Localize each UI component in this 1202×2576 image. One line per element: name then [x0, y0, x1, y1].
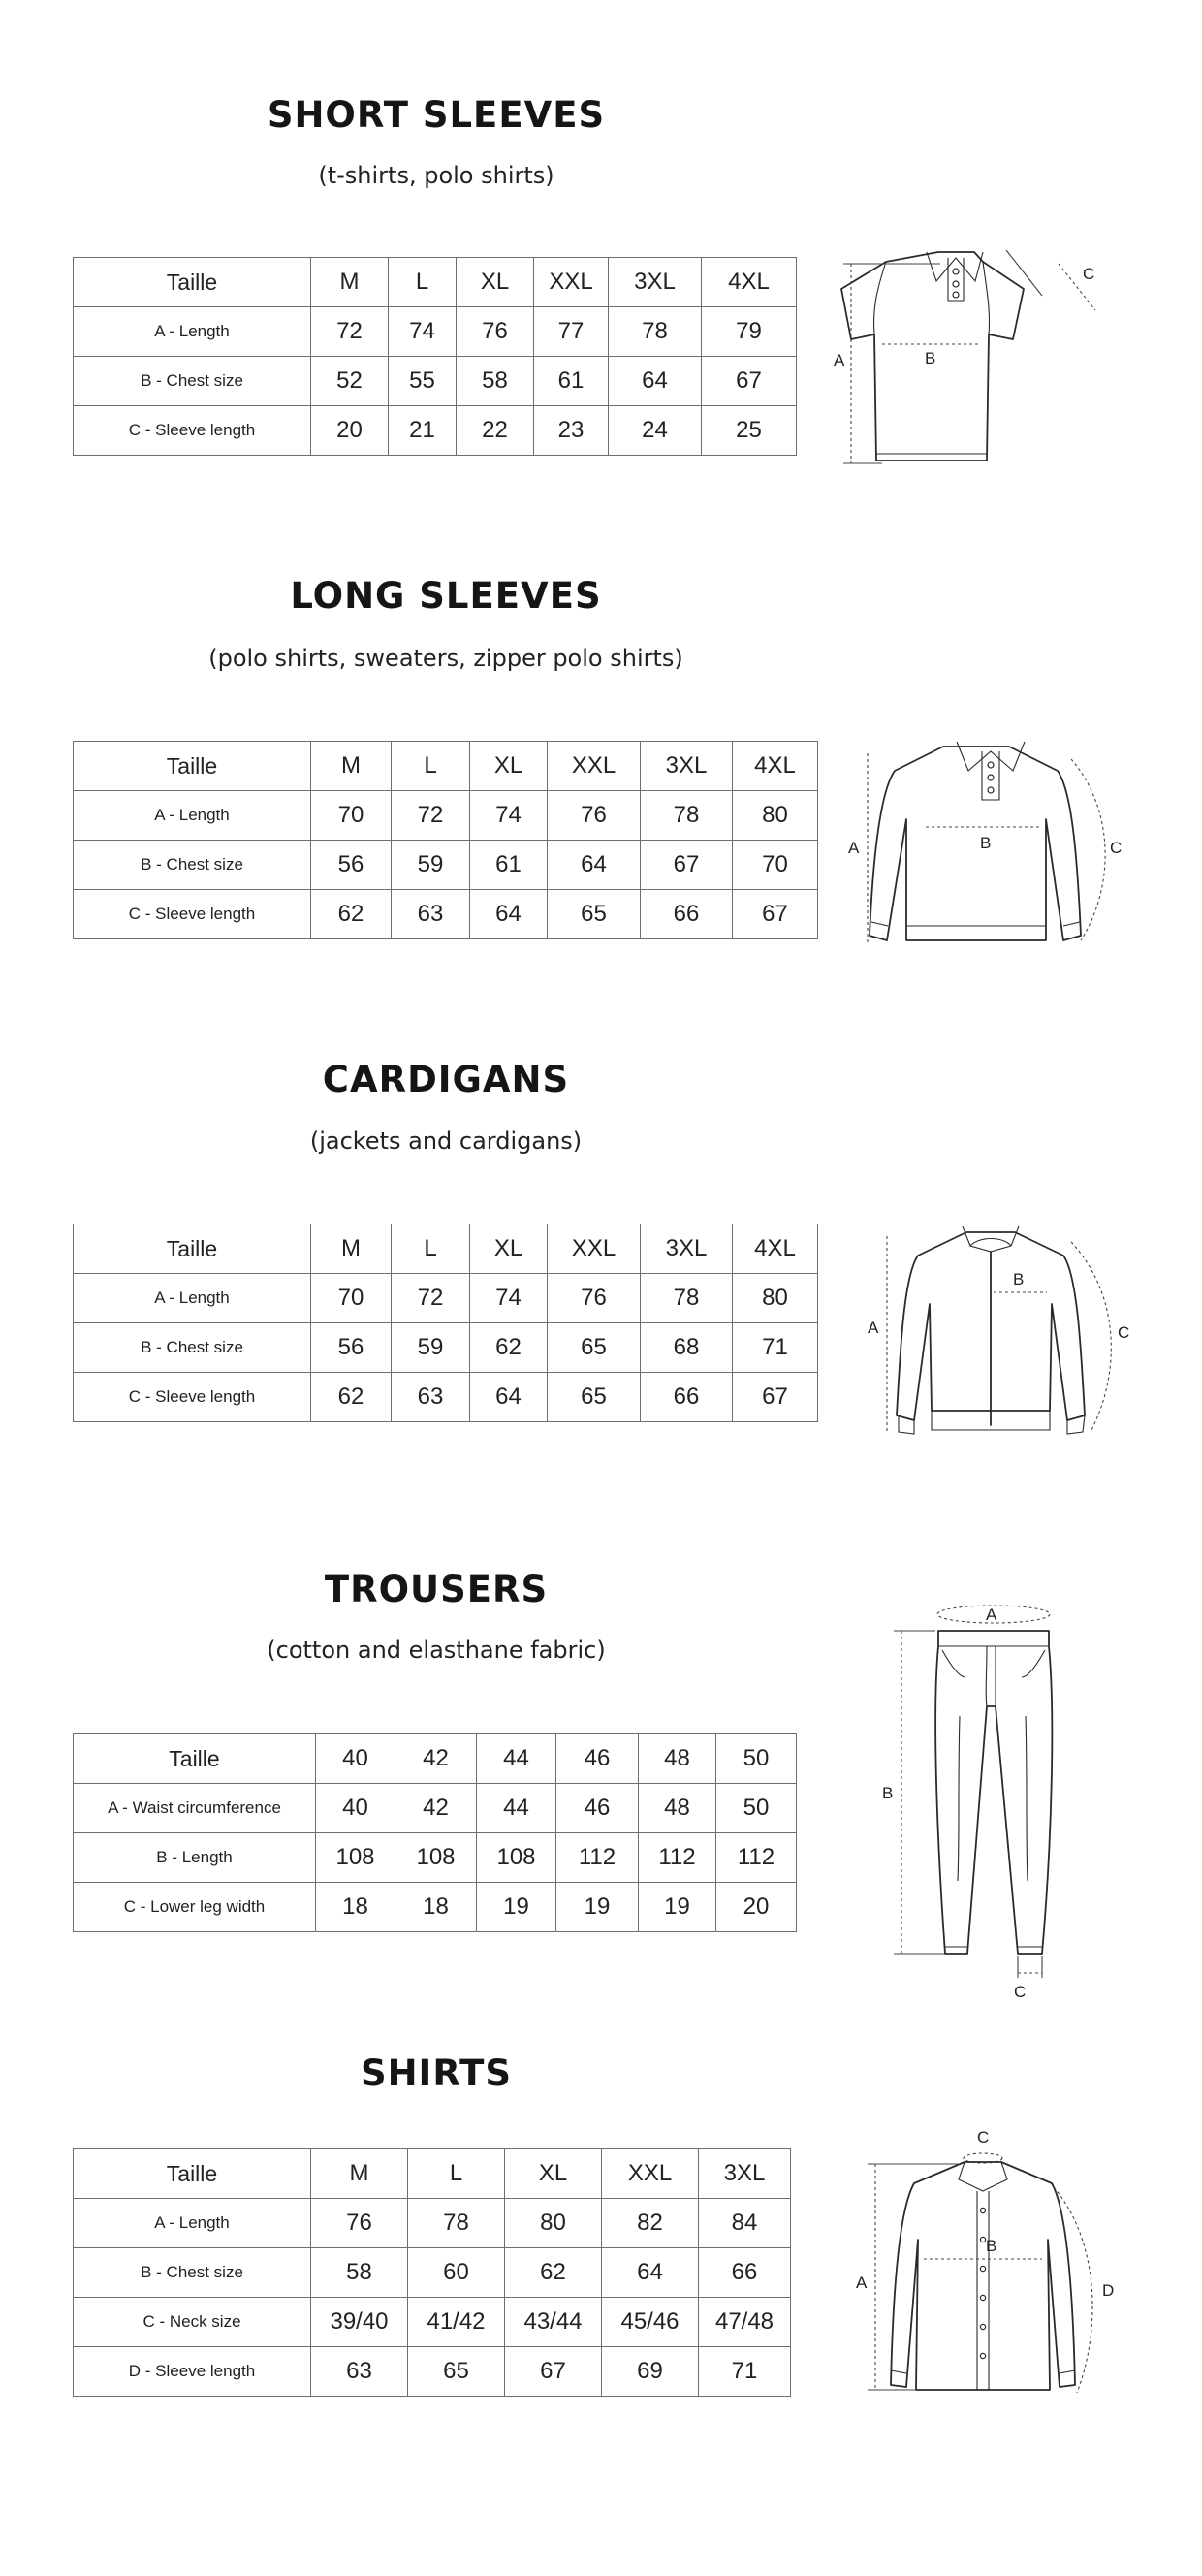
dimension-label: A: [848, 839, 860, 857]
table-cell: 74: [389, 307, 457, 357]
header-cell: Taille: [74, 742, 311, 791]
dimension-label: B: [1013, 1270, 1025, 1288]
size-table: [73, 741, 818, 939]
dimension-label: A: [856, 2274, 868, 2292]
header-cell: 3XL: [699, 2149, 791, 2199]
table-row: [74, 1323, 818, 1373]
table-row: [74, 2248, 791, 2298]
dimension-label: A: [868, 1319, 879, 1337]
table-cell: 78: [609, 307, 702, 357]
row-label: B - Chest size: [74, 841, 311, 890]
table-cell: 66: [641, 1373, 733, 1422]
table-cell: 47/48: [699, 2298, 791, 2347]
dimension-label: A: [986, 1606, 997, 1624]
table-cell: 63: [311, 2347, 408, 2397]
header-cell: M: [311, 1224, 392, 1274]
row-label: A - Length: [74, 1274, 311, 1323]
dimension-label: A: [834, 351, 845, 369]
table-cell: 39/40: [311, 2298, 408, 2347]
table-row: [74, 2298, 791, 2347]
header-cell: 3XL: [609, 258, 702, 307]
table-row: [74, 791, 818, 841]
table-cell: 19: [556, 1883, 639, 1932]
row-label: C - Lower leg width: [74, 1883, 316, 1932]
table-cell: 63: [392, 890, 470, 939]
row-label: A - Length: [74, 791, 311, 841]
table-cell: 64: [602, 2248, 699, 2298]
header-cell: 3XL: [641, 742, 733, 791]
table-row: [74, 357, 797, 406]
dimension-label: C: [1014, 1983, 1027, 1997]
section-subtitle: (cotton and elasthane fabric): [267, 1637, 606, 1664]
row-label: A - Waist circumference: [74, 1784, 316, 1833]
table-cell: 19: [477, 1883, 556, 1932]
section-title: TROUSERS: [324, 1569, 549, 1610]
table-cell: 80: [733, 791, 818, 841]
table-cell: 67: [733, 890, 818, 939]
row-label: A - Length: [74, 307, 311, 357]
dimension-label: C: [1118, 1323, 1130, 1342]
header-cell: XL: [470, 742, 548, 791]
size-table: [73, 2148, 791, 2397]
table-cell: 79: [702, 307, 797, 357]
table-cell: 80: [733, 1274, 818, 1323]
table-cell: 66: [699, 2248, 791, 2298]
table-row: [74, 2347, 791, 2397]
table-cell: 23: [534, 406, 609, 456]
table-cell: 74: [470, 791, 548, 841]
table-cell: 63: [392, 1373, 470, 1422]
row-label: D - Sleeve length: [74, 2347, 311, 2397]
row-label: B - Length: [74, 1833, 316, 1883]
table-cell: 59: [392, 841, 470, 890]
row-label: C - Sleeve length: [74, 406, 311, 456]
dimension-label: B: [882, 1784, 894, 1802]
table-cell: 56: [311, 841, 392, 890]
dimension-label: B: [986, 2237, 997, 2255]
table-cell: 65: [548, 890, 641, 939]
table-cell: 56: [311, 1323, 392, 1373]
row-label: B - Chest size: [74, 2248, 311, 2298]
table-row: [74, 307, 797, 357]
table-cell: 80: [505, 2199, 602, 2248]
table-cell: 76: [548, 1274, 641, 1323]
section-subtitle: (polo shirts, sweaters, zipper polo shirts): [208, 645, 683, 672]
table-row: [74, 2199, 791, 2248]
table-cell: 19: [639, 1883, 716, 1932]
table-cell: 59: [392, 1323, 470, 1373]
header-cell: XL: [505, 2149, 602, 2199]
table-cell: 43/44: [505, 2298, 602, 2347]
table-cell: 48: [639, 1784, 716, 1833]
header-cell: L: [392, 742, 470, 791]
table-cell: 41/42: [408, 2298, 505, 2347]
dimension-label: B: [980, 834, 992, 852]
table-cell: 77: [534, 307, 609, 357]
header-cell: Taille: [74, 258, 311, 307]
table-cell: 72: [311, 307, 389, 357]
header-cell: 4XL: [733, 742, 818, 791]
table-cell: 62: [311, 890, 392, 939]
header-cell: 4XL: [702, 258, 797, 307]
table-cell: 82: [602, 2199, 699, 2248]
size-table: [73, 257, 797, 456]
table-cell: 62: [311, 1373, 392, 1422]
table-cell: 52: [311, 357, 389, 406]
row-label: B - Chest size: [74, 357, 311, 406]
table-cell: 112: [556, 1833, 639, 1883]
table-cell: 71: [733, 1323, 818, 1373]
table-header-row: [74, 2149, 791, 2199]
table-cell: 60: [408, 2248, 505, 2298]
table-cell: 20: [311, 406, 389, 456]
table-cell: 108: [316, 1833, 395, 1883]
header-cell: L: [389, 258, 457, 307]
header-cell: XXL: [602, 2149, 699, 2199]
table-cell: 72: [392, 791, 470, 841]
header-cell: 46: [556, 1734, 639, 1784]
table-cell: 58: [311, 2248, 408, 2298]
trousers-icon: [863, 1590, 1105, 1997]
table-cell: 71: [699, 2347, 791, 2397]
table-cell: 64: [548, 841, 641, 890]
table-cell: 22: [457, 406, 534, 456]
section-subtitle: (jackets and cardigans): [309, 1128, 583, 1155]
section-title: SHORT SLEEVES: [267, 94, 606, 136]
table-cell: 42: [395, 1784, 477, 1833]
table-cell: 69: [602, 2347, 699, 2397]
table-cell: 84: [699, 2199, 791, 2248]
size-table: [73, 1733, 797, 1932]
dimension-label: C: [1083, 265, 1095, 283]
table-cell: 65: [548, 1373, 641, 1422]
table-cell: 46: [556, 1784, 639, 1833]
header-cell: L: [408, 2149, 505, 2199]
row-label: C - Sleeve length: [74, 1373, 311, 1422]
header-cell: XXL: [548, 1224, 641, 1274]
table-cell: 24: [609, 406, 702, 456]
header-cell: XXL: [548, 742, 641, 791]
table-cell: 50: [716, 1784, 797, 1833]
table-header-row: [74, 1224, 818, 1274]
table-row: [74, 1274, 818, 1323]
table-cell: 74: [470, 1274, 548, 1323]
header-cell: 42: [395, 1734, 477, 1784]
table-cell: 65: [548, 1323, 641, 1373]
table-row: [74, 890, 818, 939]
table-cell: 64: [470, 1373, 548, 1422]
table-cell: 66: [641, 890, 733, 939]
table-cell: 18: [316, 1883, 395, 1932]
header-cell: 40: [316, 1734, 395, 1784]
header-cell: 48: [639, 1734, 716, 1784]
table-cell: 76: [457, 307, 534, 357]
table-cell: 64: [609, 357, 702, 406]
table-cell: 65: [408, 2347, 505, 2397]
table-cell: 67: [733, 1373, 818, 1422]
table-row: [74, 841, 818, 890]
table-header-row: [74, 258, 797, 307]
table-row: [74, 1784, 797, 1833]
row-label: B - Chest size: [74, 1323, 311, 1373]
table-cell: 78: [641, 1274, 733, 1323]
table-cell: 25: [702, 406, 797, 456]
table-cell: 70: [733, 841, 818, 890]
dimension-label: C: [1110, 839, 1123, 857]
header-cell: L: [392, 1224, 470, 1274]
table-cell: 112: [716, 1833, 797, 1883]
table-header-row: [74, 742, 818, 791]
dimension-label: C: [977, 2128, 990, 2147]
table-cell: 70: [311, 1274, 392, 1323]
table-cell: 44: [477, 1784, 556, 1833]
header-cell: M: [311, 2149, 408, 2199]
section-title: SHIRTS: [360, 2052, 513, 2094]
table-cell: 67: [505, 2347, 602, 2397]
header-cell: 44: [477, 1734, 556, 1784]
table-cell: 45/46: [602, 2298, 699, 2347]
table-header-row: [74, 1734, 797, 1784]
header-cell: 50: [716, 1734, 797, 1784]
header-cell: Taille: [74, 1224, 311, 1274]
table-row: [74, 406, 797, 456]
table-cell: 62: [505, 2248, 602, 2298]
zip-jacket-icon: [848, 1217, 1149, 1449]
table-cell: 62: [470, 1323, 548, 1373]
table-cell: 70: [311, 791, 392, 841]
table-cell: 76: [548, 791, 641, 841]
dress-shirt-icon: [848, 2123, 1149, 2404]
header-cell: XL: [457, 258, 534, 307]
header-cell: Taille: [74, 2149, 311, 2199]
section-title: LONG SLEEVES: [290, 575, 602, 617]
table-cell: 61: [534, 357, 609, 406]
long-sleeve-polo-icon: [848, 732, 1149, 965]
header-cell: 4XL: [733, 1224, 818, 1274]
table-cell: 55: [389, 357, 457, 406]
table-cell: 76: [311, 2199, 408, 2248]
table-cell: 18: [395, 1883, 477, 1932]
header-cell: XL: [470, 1224, 548, 1274]
table-row: [74, 1373, 818, 1422]
table-cell: 64: [470, 890, 548, 939]
row-label: C - Neck size: [74, 2298, 311, 2347]
row-label: A - Length: [74, 2199, 311, 2248]
table-cell: 67: [702, 357, 797, 406]
table-cell: 61: [470, 841, 548, 890]
header-cell: M: [311, 258, 389, 307]
table-cell: 78: [641, 791, 733, 841]
table-cell: 72: [392, 1274, 470, 1323]
header-cell: XXL: [534, 258, 609, 307]
table-row: [74, 1833, 797, 1883]
table-cell: 112: [639, 1833, 716, 1883]
table-row: [74, 1883, 797, 1932]
table-cell: 108: [395, 1833, 477, 1883]
size-table: [73, 1224, 818, 1422]
table-cell: 108: [477, 1833, 556, 1883]
dimension-label: D: [1102, 2281, 1115, 2300]
table-cell: 21: [389, 406, 457, 456]
table-cell: 78: [408, 2199, 505, 2248]
table-cell: 40: [316, 1784, 395, 1833]
header-cell: Taille: [74, 1734, 316, 1784]
section-title: CARDIGANS: [322, 1059, 570, 1100]
row-label: C - Sleeve length: [74, 890, 311, 939]
table-cell: 67: [641, 841, 733, 890]
section-subtitle: (t-shirts, polo shirts): [318, 162, 554, 189]
table-cell: 58: [457, 357, 534, 406]
header-cell: M: [311, 742, 392, 791]
dimension-label: B: [925, 349, 936, 367]
short-sleeve-polo-icon: [834, 242, 1134, 465]
header-cell: 3XL: [641, 1224, 733, 1274]
table-cell: 20: [716, 1883, 797, 1932]
table-cell: 68: [641, 1323, 733, 1373]
